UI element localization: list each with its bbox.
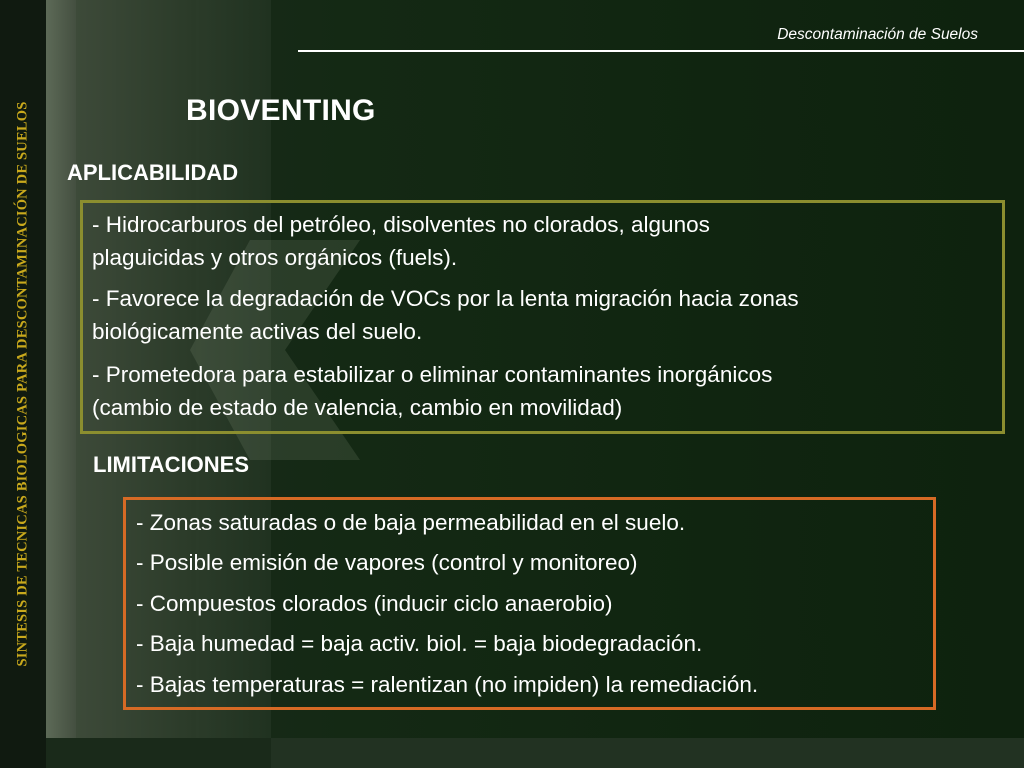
vertical-sidebar (0, 0, 46, 768)
limitation-item: - Baja humedad = baja activ. biol. = baja biodegradación. (136, 631, 703, 656)
sidebar-vertical-title: SINTESIS DE TECNICAS BIOLOGICAS PARA DESCONTAMINACIÓN DE SUELOS (14, 101, 31, 667)
applicability-item-1-line2: plaguicidas y otros orgánicos (fuels). (92, 245, 458, 270)
applicability-item-2 (92, 282, 799, 348)
header-divider (298, 50, 1024, 52)
limitations-heading: LIMITACIONES (93, 452, 250, 477)
applicability-item-3-line2: (cambio de estado de valencia, cambio en movilidad) (92, 395, 623, 420)
limitation-item: - Posible emisión de vapores (control y monitoreo) (136, 550, 638, 575)
limitation-item: - Compuestos clorados (inducir ciclo anaerobio) (136, 591, 613, 616)
applicability-item-3 (92, 358, 772, 424)
applicability-item-3-line1: - Prometedora para estabilizar o eliminar contaminantes inorgánicos (92, 362, 773, 387)
applicability-item-1 (92, 208, 710, 274)
background-band (46, 0, 76, 768)
applicability-item-1-line1: - Hidrocarburos del petróleo, disolventes no clorados, algunos (92, 212, 710, 237)
limitation-item: - Bajas temperaturas = ralentizan (no impiden) la remediación. (136, 672, 759, 697)
limitation-item: - Zonas saturadas o de baja permeabilidad en el suelo. (136, 510, 686, 535)
applicability-heading: APLICABILIDAD (67, 160, 239, 185)
applicability-item-2-line2: biológicamente activas del suelo. (92, 319, 423, 344)
applicability-item-2-line1: - Favorece la degradación de VOCs por la lenta migración hacia zonas (92, 286, 799, 311)
slide-title: BIOVENTING (186, 94, 376, 127)
bottom-strip (271, 738, 1024, 768)
header-subject: Descontaminación de Suelos (777, 26, 978, 43)
